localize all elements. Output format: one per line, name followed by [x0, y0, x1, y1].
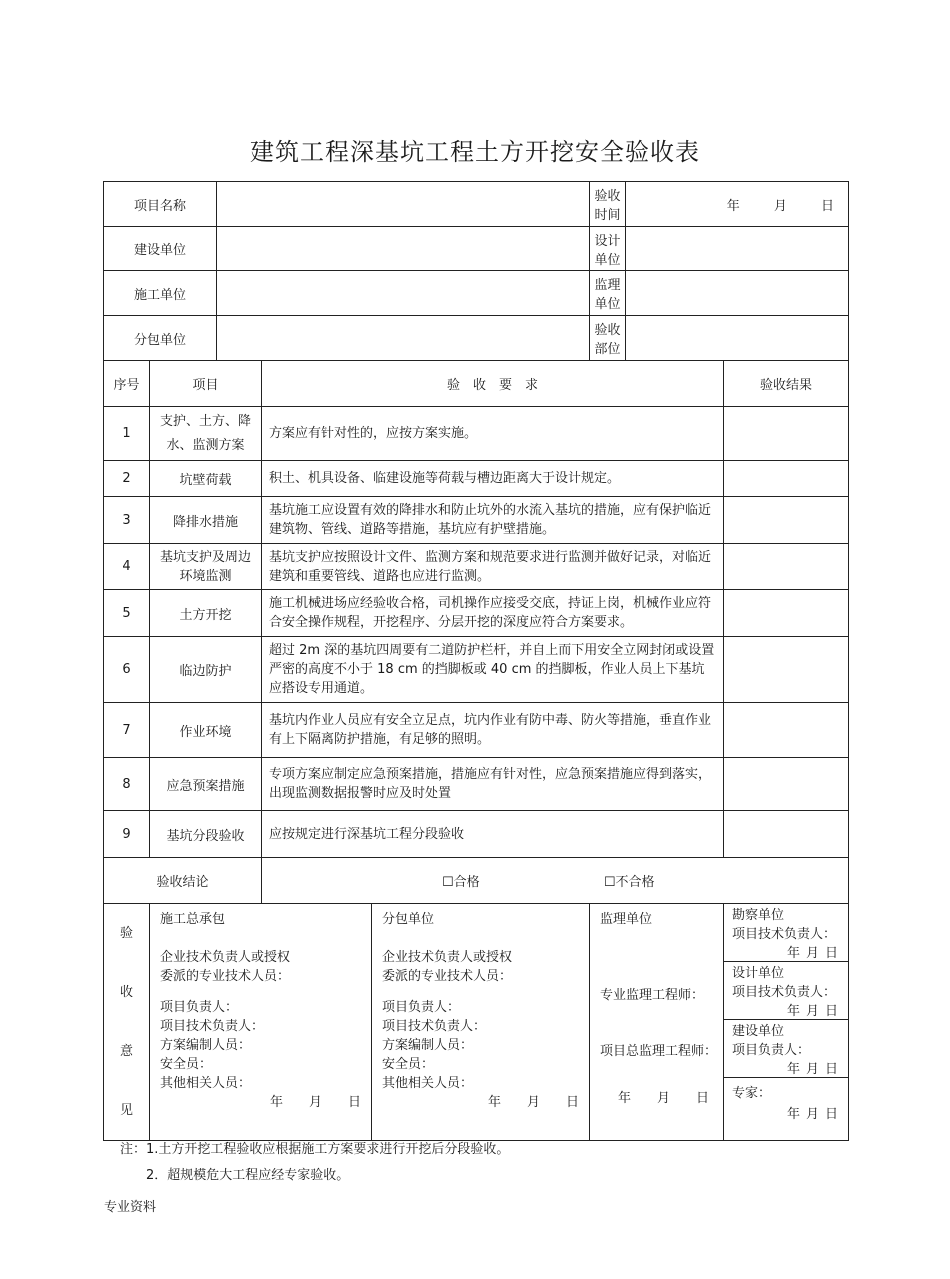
value-owner-unit[interactable]: [217, 227, 590, 271]
row-requirement: 基坑内作业人员应有安全立足点，坑内作业有防中毒、防火等措施，垂直作业有上下隔离防护措施，有足够的照明。: [262, 703, 724, 758]
date-day: 日: [821, 198, 835, 214]
label-design-unit: 设计单位: [590, 227, 626, 271]
contractor-signature[interactable]: 施工总承包 企业技术负责人或授权 委派的专业技术人员： 项目负责人： 项目技术负责人： 方案编制人员： 安全员： 其他相关人员： 年 月 日: [150, 904, 372, 1141]
header-row: [104, 271, 849, 316]
row-no: 5: [104, 590, 150, 637]
row-item: 坑壁荷载: [150, 461, 262, 497]
opinion-side-label: 验 收 意 见: [104, 904, 150, 1141]
row-requirement: 基坑支护应按照设计文件、监测方案和规范要求进行监测并做好记录，对临近建筑和重要管线、道路也应进行监测。: [262, 544, 724, 590]
acceptance-table: [103, 181, 849, 1141]
conclusion-row: [104, 858, 849, 904]
row-item: 临边防护: [150, 637, 262, 703]
value-design-unit[interactable]: [626, 227, 849, 271]
row-item: 支护、土方、降水、监测方案: [150, 407, 262, 461]
notes: [120, 1137, 509, 1189]
value-construction-unit[interactable]: [217, 271, 590, 316]
col-no: 序号: [104, 361, 150, 407]
row-no: 9: [104, 811, 150, 858]
row-requirement: 方案应有针对性的，应按方案实施。: [262, 407, 724, 461]
supervisor-date: 年 月 日: [617, 1091, 710, 1106]
label-owner-unit: 建设单位: [104, 227, 217, 271]
subcontractor-date: 年 月 日: [487, 1095, 580, 1110]
header-row: [104, 227, 849, 271]
row-no: 4: [104, 544, 150, 590]
row-no: 6: [104, 637, 150, 703]
owner-signature[interactable]: 建设单位 项目负责人： 年 月 日: [724, 1020, 848, 1078]
label-acceptance-part: 验收部位: [590, 316, 626, 361]
label-subcontract-unit: 分包单位: [104, 316, 217, 361]
row-requirement: 专项方案应制定应急预案措施，措施应有针对性，应急预案措施应得到落实，出现监测数据报警时应及时处置: [262, 758, 724, 811]
row-result[interactable]: [724, 703, 849, 758]
header-row: [104, 316, 849, 361]
fail-checkbox[interactable]: ☐不合格: [603, 875, 655, 890]
row-no: 3: [104, 497, 150, 544]
value-subcontract-unit[interactable]: [217, 316, 590, 361]
table-row: [104, 637, 849, 703]
row-requirement: 施工机械进场应经验收合格，司机操作应接受交底，持证上岗，机械作业应符合安全操作规程，开挖程序、分层开挖的深度应符合方案要求。: [262, 590, 724, 637]
row-requirement: 超过 2m 深的基坑四周要有二道防护栏杆，并自上而下用安全立网封闭或设置严密的高度不小于 18 cm 的挡脚板或 40 cm 的挡脚板，作业人员上下基坑应搭设专用通道。: [262, 637, 724, 703]
row-requirement: 基坑施工应设置有效的降排水和防止坑外的水流入基坑的措施，应有保护临近建筑物、管线、道路等措施，基坑应有护壁措施。: [262, 497, 724, 544]
design-signature[interactable]: 设计单位 项目技术负责人： 年 月 日: [724, 962, 848, 1020]
row-result[interactable]: [724, 461, 849, 497]
col-result: 验收结果: [724, 361, 849, 407]
row-result[interactable]: [724, 407, 849, 461]
table-row: [104, 590, 849, 637]
row-result[interactable]: [724, 637, 849, 703]
row-no: 7: [104, 703, 150, 758]
subcontractor-signature[interactable]: 分包单位 企业技术负责人或授权 委派的专业技术人员： 项目负责人： 项目技术负责人： 方案编制人员： 安全员： 其他相关人员： 年 月 日: [372, 904, 590, 1141]
supervisor-signature[interactable]: 监理单位 专业监理工程师： 项目总监理工程师： 年 月 日: [590, 904, 724, 1141]
label-construction-unit: 施工单位: [104, 271, 217, 316]
label-supervision-unit: 监理单位: [590, 271, 626, 316]
other-signatures: [724, 904, 849, 1141]
survey-signature[interactable]: 勘察单位 项目技术负责人： 年 月 日: [724, 904, 848, 962]
table-row: [104, 497, 849, 544]
table-row: [104, 407, 849, 461]
note-line-1: 注：1.土方开挖工程验收应根据施工方案要求进行开挖后分段验收。: [120, 1142, 510, 1157]
conclusion-label: 验收结论: [104, 858, 262, 904]
value-project-name[interactable]: [217, 182, 590, 227]
row-result[interactable]: [724, 544, 849, 590]
column-header-row: [104, 361, 849, 407]
col-requirement: 验 收 要 求: [262, 361, 724, 407]
row-requirement: 应按规定进行深基坑工程分段验收: [262, 811, 724, 858]
table-row: [104, 703, 849, 758]
conclusion-options: [262, 858, 849, 904]
opinion-row: [104, 904, 849, 1141]
table-row: [104, 811, 849, 858]
row-requirement: 积土、机具设备、临建设施等荷载与槽边距离大于设计规定。: [262, 461, 724, 497]
row-item: 土方开挖: [150, 590, 262, 637]
label-acceptance-time: 验收时间: [590, 182, 626, 227]
expert-signature[interactable]: 专家： 年 月 日: [732, 1086, 839, 1122]
row-item: 基坑分段验收: [150, 811, 262, 858]
row-no: 2: [104, 461, 150, 497]
row-item: 作业环境: [150, 703, 262, 758]
row-result[interactable]: [724, 590, 849, 637]
value-acceptance-part[interactable]: [626, 316, 849, 361]
table-row: [104, 758, 849, 811]
row-result[interactable]: [724, 497, 849, 544]
table-row: [104, 544, 849, 590]
row-item: 基坑支护及周边环境监测: [150, 544, 262, 590]
header-row: [104, 182, 849, 227]
row-result[interactable]: [724, 811, 849, 858]
row-item: 降排水措施: [150, 497, 262, 544]
value-acceptance-time[interactable]: [626, 182, 849, 227]
row-result[interactable]: [724, 758, 849, 811]
date-month: 月: [773, 198, 787, 214]
date-year: 年: [726, 198, 740, 214]
row-item: 应急预案措施: [150, 758, 262, 811]
contractor-date: 年 月 日: [269, 1095, 362, 1110]
pass-checkbox[interactable]: ☐合格: [442, 875, 480, 890]
page-title: 建筑工程深基坑工程土方开挖安全验收表: [250, 138, 700, 166]
col-item: 项目: [150, 361, 262, 407]
value-supervision-unit[interactable]: [626, 271, 849, 316]
table-row: [104, 461, 849, 497]
footer-text: 专业资料: [104, 1200, 157, 1215]
row-no: 8: [104, 758, 150, 811]
note-line-2: 2．超规模危大工程应经专家验收。: [146, 1168, 350, 1183]
row-no: 1: [104, 407, 150, 461]
label-project-name: 项目名称: [104, 182, 217, 227]
